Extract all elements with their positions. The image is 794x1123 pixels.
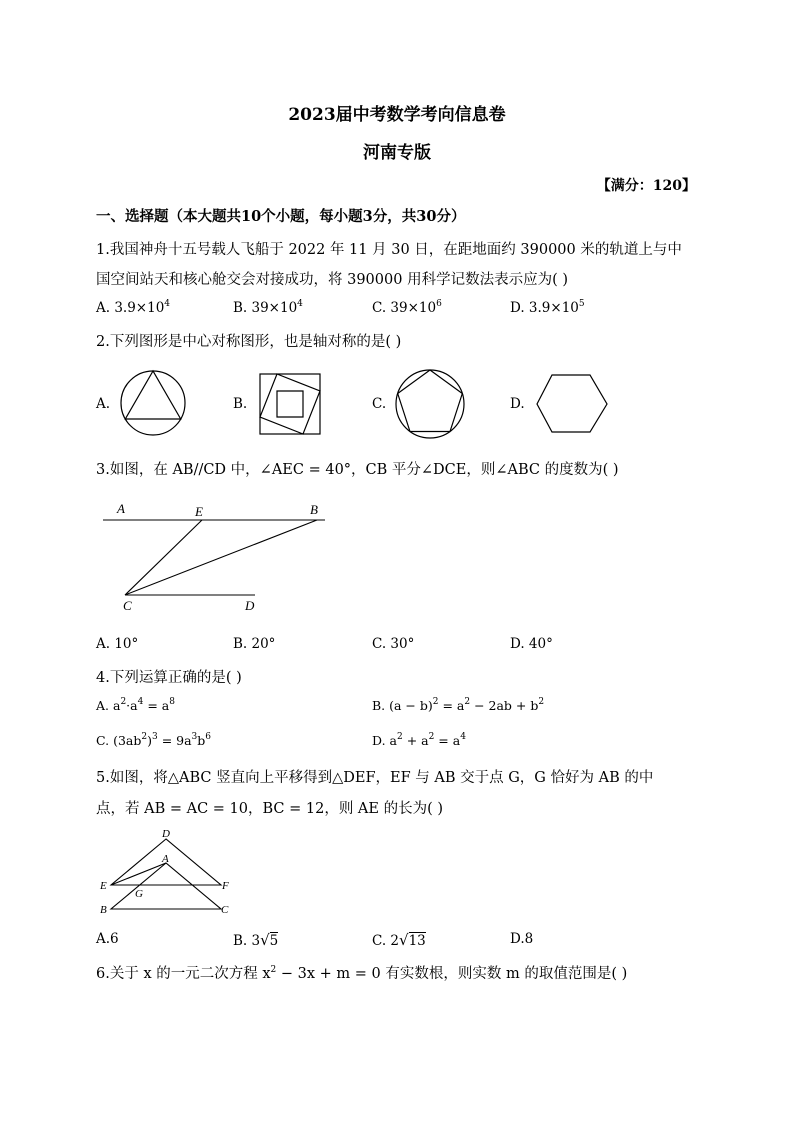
q3-option-c[interactable]: C. 30° [372,636,415,652]
label-g: G [135,888,143,900]
q4-option-b[interactable]: B. $(a - b)^2 = a^2 - 2ab + b^2$ [372,697,545,713]
label-e: E [100,880,107,892]
q3-option-b[interactable]: B. 20° [233,636,276,652]
q3-option-d[interactable]: D. 40° [510,636,553,652]
label-b: B [310,502,318,517]
q5-option-b[interactable]: B. 3√5 [233,931,279,949]
circle-pentagon-figure [390,365,470,445]
q2-option-d[interactable]: D. [510,396,525,412]
label-d: D [162,828,170,840]
q5-option-d[interactable]: D.8 [510,931,534,947]
q1-option-a[interactable]: A. $3.9\times 10^4$ [96,299,171,316]
section-heading: 一、选择题（本大题共10个小题，每小题3分，共30分） [96,208,466,225]
q5-text-line2: 点，若 AB = AC = 10，BC = 12，则 AE 的长为( ) [96,801,444,817]
q5-option-a[interactable]: A.6 [96,931,119,947]
q4-option-c[interactable]: C. $(3ab^2)^3 = 9a^3b^6$ [96,732,212,748]
q3-option-a[interactable]: A. 10° [96,636,139,652]
label-a: A [117,501,125,516]
q5-option-c[interactable]: C. 2√13 [372,931,426,949]
q2-option-c[interactable]: C. [372,396,387,412]
q1-option-b[interactable]: B. $39\times 10^4$ [233,299,303,316]
label-e: E [195,504,203,519]
label-f: F [222,880,229,892]
q3-text: 3.如图，在 AB//CD 中，∠AEC = 40°，CB 平分∠DCE，则∠ABC 的度数为( ) [96,462,619,478]
q4-option-d[interactable]: D. $a^2 + a^2 = a^4$ [372,732,466,748]
page-title: 2023届中考数学考向信息卷 [288,105,506,125]
score-label: 【满分：120】 [596,178,696,194]
label-d: D [245,598,255,613]
square-pinwheel-figure [250,365,330,445]
label-b: B [100,904,107,916]
page-subtitle: 河南专版 [363,143,431,163]
q4-option-a[interactable]: A. $a^2\cdot a^4 = a^8$ [96,697,175,713]
q1-option-d[interactable]: D. $3.9\times 10^5$ [510,299,585,316]
label-a: A [162,853,169,865]
hexagon-figure [530,365,610,445]
q2-text: 2.下列图形是中心对称图形，也是轴对称的是( ) [96,334,402,350]
label-c: C [221,904,229,916]
q2-option-a[interactable]: A. [96,396,111,412]
circle-triangle-figure [110,365,190,445]
q5-text-line1: 5.如图，将△ABC 竖直向上平移得到△DEF，EF 与 AB 交于点 G，G 恰好为 AB 的中 [96,770,654,786]
label-c: C [123,598,132,613]
q1-text-line1: 1.我国神舟十五号载人飞船于 2022 年 11 月 30 日，在距地面约 390000 米的轨道上与中 [96,242,682,258]
q6-text: 6.关于 x 的一元二次方程 $x^2 - 3x + m = 0$ 有实数根，则实数 m 的取值范围是( ) [96,965,628,982]
parallel-lines-figure [95,495,335,620]
q1-option-c[interactable]: C. $39\times 10^6$ [372,299,442,316]
q1-text-line2: 国空间站天和核心舱交会对接成功，将 390000 用科学记数法表示应为( ) [96,272,568,288]
translated-triangles-figure [95,825,240,920]
q4-text: 4.下列运算正确的是( ) [96,670,242,686]
q2-option-b[interactable]: B. [233,396,248,412]
